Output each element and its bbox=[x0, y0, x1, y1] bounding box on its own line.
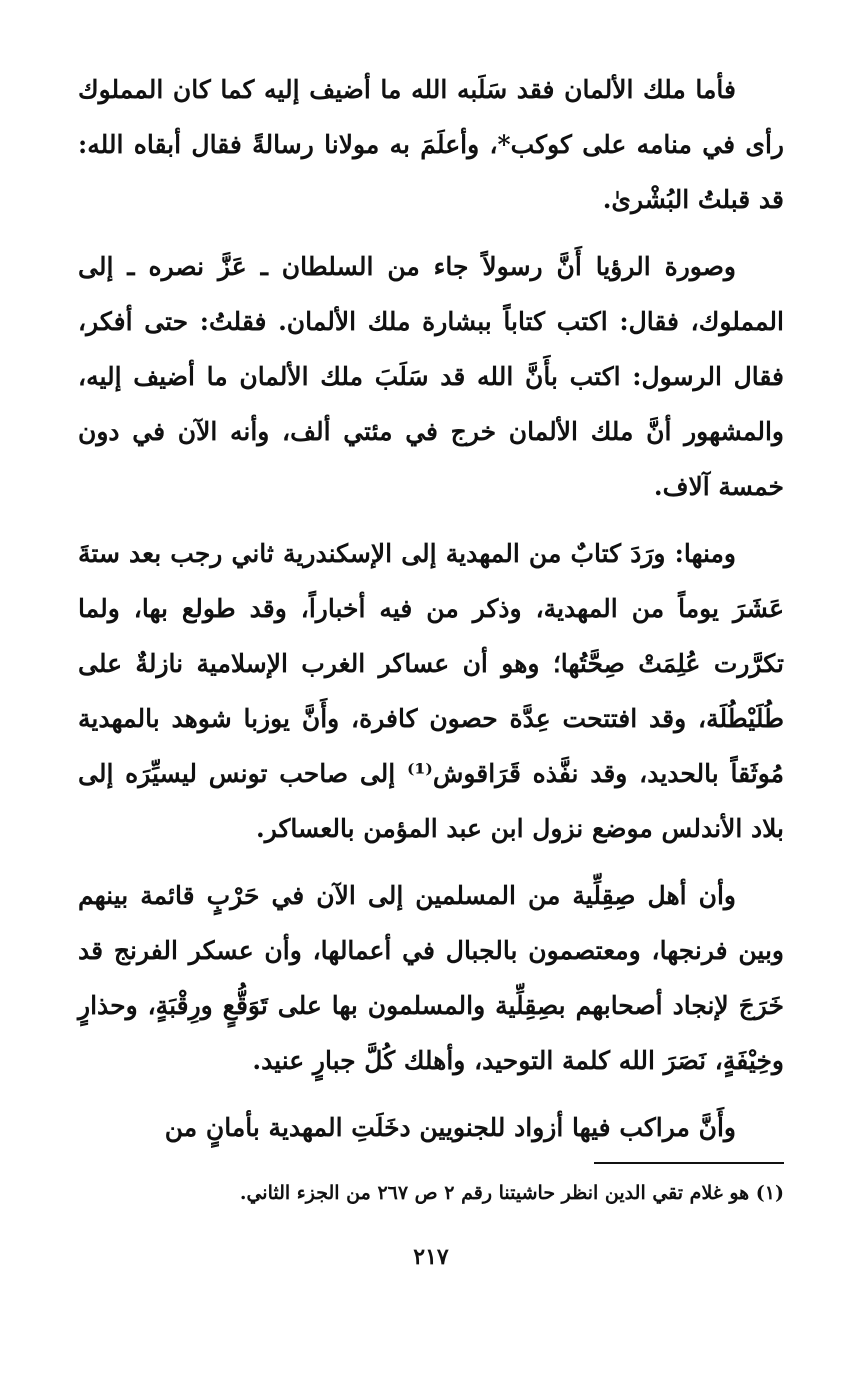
paragraph-2: وصورة الرؤيا أَنَّ رسولاً جاء من السلطان ـ عَزَّ نصره ـ إلى المملوك، فقال: اكتب كتاباً ببشارة ملك الألمان. فقلتُ: حتى أفكر، فقال الرسول: اكتب بأَنَّ الله قد سَلَبَ ملك الألمان ما أضيف إليه، والمشهور أنَّ ملك الألمان خرج في مئتي ألف، وأنه الآن في دون خمسة آلاف. bbox=[78, 252, 784, 501]
book-page bbox=[78, 62, 784, 1270]
footnote: (١) هو غلام تقي الدين انظر حاشيتنا رقم ٢ ص ٢٦٧ من الجزء الثاني. bbox=[239, 1182, 784, 1204]
paragraph-1: فأما ملك الألمان فقد سَلَبه الله ما أضيف إليه كما كان المملوك رأى في منامه على كوكب*، وأعلَمَ به مولانا رسالةً فقال أبقاه الله: قد قبلتُ البُشْرىٰ. bbox=[78, 75, 784, 214]
paragraph-4: وأن أهل صِقِلِّية من المسلمين إلى الآن في حَرْبٍ قائمة بينهم وبين فرنجها، ومعتصمون بالجبال في أعمالها، وأن عسكر الفرنج قد خَرَجَ لإنجاد أصحابهم بصِقِلِّية والمسلمون بها على تَوَقُّعٍ ورِقْبَةٍ، وحذارٍ وخِيْفَةٍ، نَصَرَ الله كلمة التوحيد، وأهلك كُلَّ جبارٍ عنيد. bbox=[78, 881, 784, 1075]
footnote-divider bbox=[594, 1162, 784, 1164]
paragraph-3: ومنها: ورَدَ كتابٌ من المهدية إلى الإسكندرية ثاني رجب بعد ستةَ عَشَرَ يوماً من المهدية، وذكر من فيه أخباراً، وقد طولع بها، ولما تكرَّرت عُلِمَتْ صِحَّتُها؛ وهو أن عساكر الغرب الإسلامية نازلةٌ على طُلَيْطُلَة، وقد افتتحت عِدَّة حصون كافرة، وأَنَّ يوزبا شوهد بالمهدية مُوثَقاً بالحديد، وقد نفَّذه قَرَاقوش⁽¹⁾ إلى صاحب تونس ليسيِّرَه إلى بلاد الأندلس موضع نزول ابن عبد المؤمن بالعساكر. bbox=[78, 539, 784, 843]
page-number: ٢١٧ bbox=[413, 1244, 449, 1270]
paragraph-5: وأَنَّ مراكب فيها أزواد للجنويين دخَلَتِ المهدية بأمانٍ من bbox=[164, 1113, 736, 1142]
